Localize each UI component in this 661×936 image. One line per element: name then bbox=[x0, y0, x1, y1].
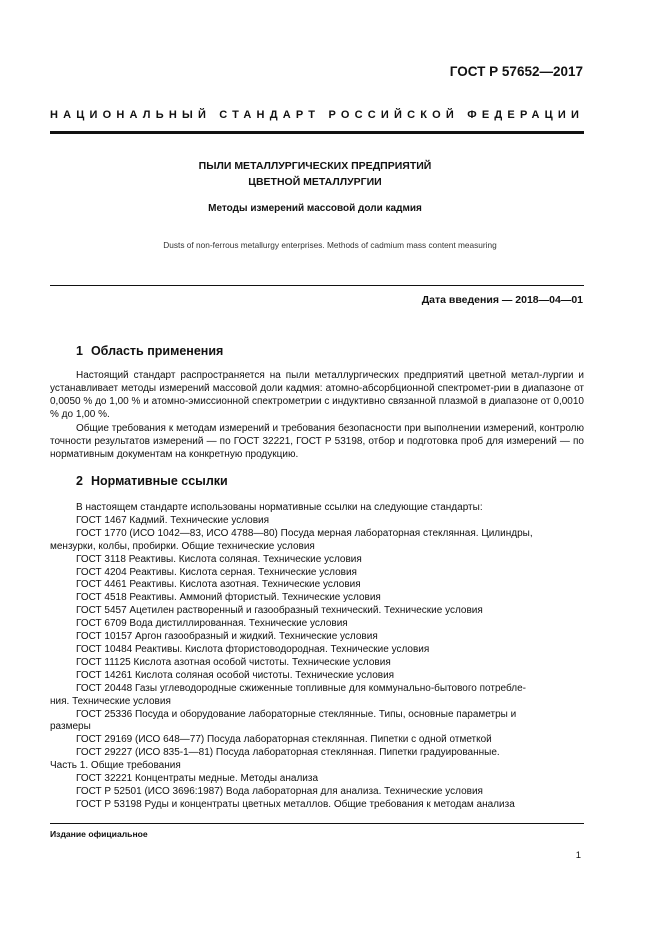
reference-text: ГОСТ 10484 Реактивы. Кислота фтористоводородная. Технические условия bbox=[76, 643, 430, 655]
title-divider bbox=[50, 285, 584, 286]
reference-text: ния. Технические условия bbox=[50, 695, 171, 707]
reference-text: ГОСТ 14261 Кислота соляная особой чистоты. Технические условия bbox=[76, 669, 395, 681]
reference-line bbox=[50, 631, 584, 644]
reference-line bbox=[50, 799, 584, 812]
reference-line bbox=[50, 579, 584, 592]
section-1-paragraph-2 bbox=[50, 422, 584, 461]
reference-text: ГОСТ 5457 Ацетилен растворенный и газообразный технический. Технические условия bbox=[76, 605, 483, 617]
reference-line bbox=[50, 592, 584, 605]
reference-line bbox=[50, 554, 584, 567]
reference-text: ГОСТ 3118 Реактивы. Кислота соляная. Технические условия bbox=[76, 553, 362, 565]
reference-text: мензурки, колбы, пробирки. Общие технические условия bbox=[50, 540, 315, 552]
section-1-paragraph-1 bbox=[50, 369, 584, 421]
section-1-paragraph-2-text: Общие требования к методам измерений и требования безопасности при выполнении измерений, контролю точности результатов измерений — по ГОСТ 32221, ГОСТ Р 53198, отбор и подготовка проб для измерений — по нормативным документам на конкретную продукцию. bbox=[50, 423, 584, 460]
reference-text: ГОСТ 29169 (ИСО 648—77) Посуда лабораторная стеклянная. Пипетки с одной отметкой bbox=[76, 734, 492, 746]
edition-label: Издание официальное bbox=[50, 829, 148, 839]
reference-text: ГОСТ 10157 Аргон газообразный и жидкий. Технические условия bbox=[76, 631, 378, 643]
reference-text: Часть 1. Общие требования bbox=[50, 760, 181, 772]
reference-line bbox=[50, 709, 584, 722]
reference-line bbox=[50, 515, 584, 528]
footer-divider bbox=[50, 823, 584, 824]
reference-line bbox=[50, 541, 584, 554]
reference-line bbox=[50, 721, 584, 734]
reference-text: ГОСТ 4204 Реактивы. Кислота серная. Технические условия bbox=[76, 566, 357, 578]
references-intro bbox=[50, 502, 584, 515]
reference-line bbox=[50, 618, 584, 631]
introduction-date: Дата введения — 2018—04—01 bbox=[421, 294, 583, 306]
reference-line bbox=[50, 696, 584, 709]
document-subtitle: Методы измерений массовой доли кадмия bbox=[208, 203, 422, 214]
section-1-number: 1 bbox=[76, 344, 83, 358]
reference-line bbox=[50, 683, 584, 696]
reference-text: ГОСТ 4518 Реактивы. Аммоний фтористый. Технические условия bbox=[76, 592, 381, 604]
section-1-title: Область применения bbox=[90, 344, 224, 358]
reference-line bbox=[50, 605, 584, 618]
section-1-paragraph-1-text: Настоящий стандарт распространяется на пыли металлургических предприятий цветной метал-лургии и устанавливает методы измерений массовой доли кадмия: атомно-абсорбционной спектромет-рии в диапазоне от 0,0050 % до 1,00 % и атомно-эмиссионной спектрометрии с индуктивно связанной плазмой в диапазоне от 0,0010 % до 1,00 %. bbox=[50, 370, 584, 420]
section-1-heading bbox=[76, 344, 223, 358]
document-code: ГОСТ Р 57652—2017 bbox=[449, 64, 583, 79]
reference-text: ГОСТ 6709 Вода дистиллированная. Технические условия bbox=[76, 618, 348, 630]
reference-line bbox=[50, 567, 584, 580]
reference-line bbox=[50, 657, 584, 670]
reference-text: ГОСТ 1770 (ИСО 1042—83, ИСО 4788—80) Посуда мерная лабораторная стеклянная. Цилиндры, bbox=[76, 527, 533, 539]
reference-text: ГОСТ 32221 Концентраты медные. Методы анализа bbox=[76, 773, 319, 785]
reference-line bbox=[50, 760, 584, 773]
reference-text: ГОСТ 11125 Кислота азотная особой чистоты. Технические условия bbox=[76, 656, 391, 668]
reference-line bbox=[50, 734, 584, 747]
reference-text: ГОСТ Р 52501 (ИСО 3696:1987) Вода лабораторная для анализа. Технические условия bbox=[76, 785, 483, 797]
section-2-number: 2 bbox=[76, 474, 83, 488]
normative-references-list bbox=[50, 502, 584, 812]
section-2-heading bbox=[76, 474, 228, 488]
reference-text: ГОСТ 29227 (ИСО 835-1—81) Посуда лабораторная стеклянная. Пипетки градуированные. bbox=[76, 747, 500, 759]
reference-line bbox=[50, 644, 584, 657]
reference-line bbox=[50, 528, 584, 541]
reference-line bbox=[50, 773, 584, 786]
standard-title: НАЦИОНАЛЬНЫЙ СТАНДАРТ РОССИЙСКОЙ ФЕДЕРАЦИИ bbox=[50, 109, 585, 121]
reference-text: ГОСТ Р 53198 Руды и концентраты цветных металлов. Общие требования к методам анализа bbox=[76, 798, 515, 810]
references-intro-text: В настоящем стандарте использованы нормативные ссылки на следующие стандарты: bbox=[76, 502, 483, 513]
title-line-2: ЦВЕТНОЙ МЕТАЛЛУРГИИ bbox=[248, 176, 382, 188]
reference-text: ГОСТ 1467 Кадмий. Технические условия bbox=[76, 514, 270, 526]
document-title bbox=[0, 158, 630, 190]
english-title: Dusts of non-ferrous metallurgy enterprises. Methods of cadmium mass content measuring bbox=[163, 240, 497, 250]
reference-text: ГОСТ 25336 Посуда и оборудование лабораторные стеклянные. Типы, основные параметры и bbox=[76, 708, 517, 720]
title-line-1: ПЫЛИ МЕТАЛЛУРГИЧЕСКИХ ПРЕДПРИЯТИЙ bbox=[198, 160, 432, 172]
header-divider bbox=[50, 131, 584, 134]
reference-line bbox=[50, 747, 584, 760]
reference-text: размеры bbox=[50, 721, 91, 733]
reference-line bbox=[50, 786, 584, 799]
page-number: 1 bbox=[575, 850, 581, 861]
reference-line bbox=[50, 670, 584, 683]
reference-text: ГОСТ 20448 Газы углеводородные сжиженные топливные для коммунально-бытового потребле- bbox=[76, 682, 526, 694]
reference-text: ГОСТ 4461 Реактивы. Кислота азотная. Технические условия bbox=[76, 579, 361, 591]
section-2-title: Нормативные ссылки bbox=[90, 474, 228, 488]
